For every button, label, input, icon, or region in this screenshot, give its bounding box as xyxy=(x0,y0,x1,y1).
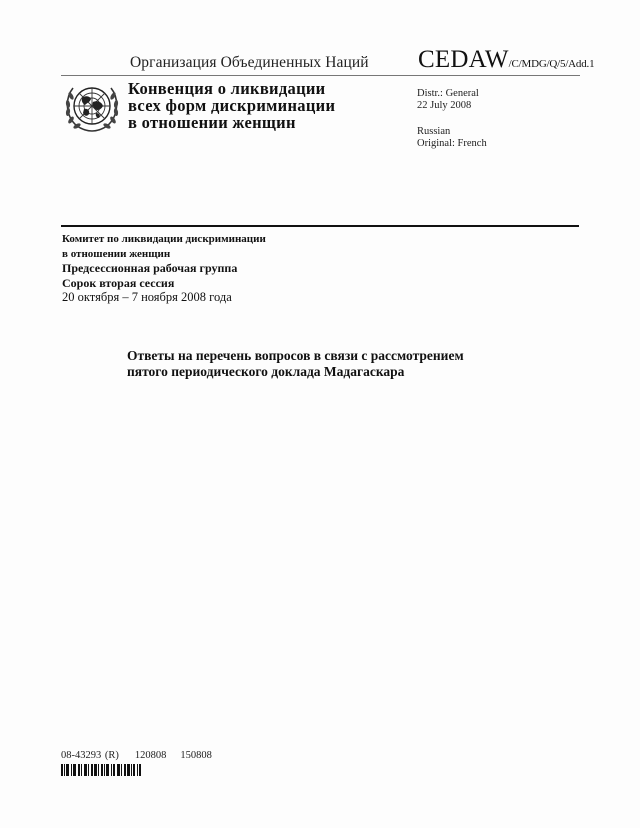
document-metadata xyxy=(417,88,487,150)
document-symbol-main: CEDAW xyxy=(418,46,509,73)
job-number: 08-43293 (R) xyxy=(61,750,119,761)
section-divider xyxy=(61,225,579,227)
organization-name: Организация Объединенных Наций xyxy=(130,54,369,71)
header-divider xyxy=(61,75,580,76)
footer-reference xyxy=(61,750,226,761)
date-code-1: 120808 xyxy=(134,750,167,761)
committee-name-line2: в отношении женщин xyxy=(62,247,171,260)
working-group: Предсессионная рабочая группа xyxy=(62,261,238,275)
language: Russian xyxy=(417,126,451,137)
document-title xyxy=(127,348,464,380)
session-dates: 20 октября – 7 ноября 2008 года xyxy=(62,290,232,304)
issue-date: 22 July 2008 xyxy=(417,100,472,111)
session: Сорок вторая сессия xyxy=(62,275,175,290)
committee-name-line1: Комитет по ликвидации дискриминации xyxy=(62,233,266,245)
convention-title xyxy=(128,80,335,131)
committee-block xyxy=(62,232,266,305)
document-title-line2: пятого периодического доклада Мадагаскара xyxy=(127,364,405,379)
un-emblem-icon xyxy=(63,80,121,134)
document-title-line1: Ответы на перечень вопросов в связи с рассмотрением xyxy=(127,348,464,363)
distribution: Distr.: General xyxy=(417,88,479,99)
date-code-2: 150808 xyxy=(180,750,212,761)
document-symbol xyxy=(418,46,594,74)
convention-title-line: Конвенция о ликвидации xyxy=(128,79,326,98)
convention-title-line: всех форм дискриминации xyxy=(128,96,336,115)
barcode-icon xyxy=(61,764,151,776)
original-language: Original: French xyxy=(417,138,487,149)
document-symbol-suffix: /C/MDG/Q/5/Add.1 xyxy=(508,58,595,70)
convention-title-line: в отношении женщин xyxy=(128,113,296,132)
